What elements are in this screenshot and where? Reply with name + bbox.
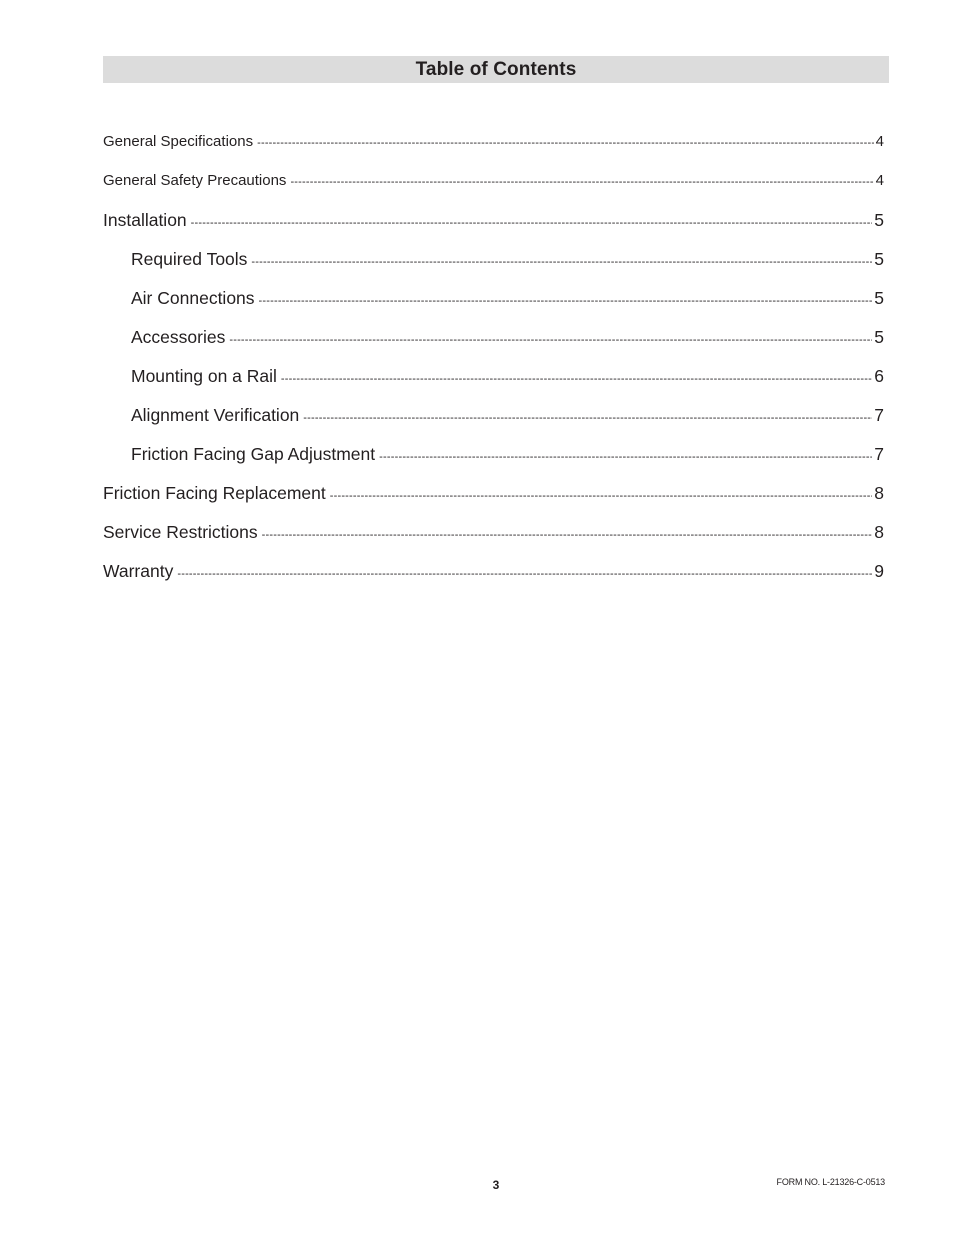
dot-leader	[251, 246, 872, 278]
page-number: 3	[492, 1178, 500, 1192]
toc-entry-label: Accessories	[131, 327, 226, 347]
page-title: Table of Contents	[415, 58, 577, 80]
dot-leader	[262, 519, 873, 551]
dot-leader	[177, 558, 872, 590]
toc-entry-page: 5	[874, 288, 884, 308]
toc-entry-warranty[interactable]	[103, 555, 884, 594]
dot-leader	[257, 127, 874, 159]
toc-entry-label: General Safety Precautions	[103, 172, 287, 189]
toc-entry-friction-facing-gap-adjustment[interactable]	[103, 438, 884, 477]
toc-entry-label: General Specifications	[103, 133, 254, 150]
toc-entry-accessories[interactable]	[103, 321, 884, 360]
toc-entry-page: 8	[874, 522, 884, 542]
toc-entry-page: 5	[874, 327, 884, 347]
dot-leader	[303, 402, 872, 434]
toc-entry-page: 8	[874, 483, 884, 503]
toc-entry-page: 4	[875, 133, 884, 150]
toc-entry-alignment-verification[interactable]	[103, 399, 884, 438]
toc-entry-label: Air Connections	[131, 288, 255, 308]
toc-entry-label: Warranty	[103, 561, 174, 581]
title-bar	[103, 56, 889, 83]
toc-entry-mounting-on-a-rail[interactable]	[103, 360, 884, 399]
toc-entry-page: 9	[874, 561, 884, 581]
dot-leader	[330, 480, 873, 512]
toc-entry-air-connections[interactable]	[103, 282, 884, 321]
dot-leader	[281, 363, 872, 395]
toc-entry-label: Alignment Verification	[131, 405, 300, 425]
toc-entry-page: 5	[874, 249, 884, 269]
toc-entry-page: 6	[874, 366, 884, 386]
toc-entry-label: Friction Facing Replacement	[103, 483, 326, 503]
dot-leader	[191, 207, 873, 239]
toc-entry-label: Service Restrictions	[103, 522, 258, 542]
toc-entry-general-specifications[interactable]	[103, 126, 884, 165]
form-number: FORM NO. L-21326-C-0513	[776, 1177, 885, 1187]
toc-entry-friction-facing-replacement[interactable]	[103, 477, 884, 516]
table-of-contents	[103, 126, 884, 594]
toc-entry-page: 5	[874, 210, 884, 230]
dot-leader	[379, 441, 872, 473]
toc-entry-required-tools[interactable]	[103, 243, 884, 282]
toc-entry-installation[interactable]	[103, 204, 884, 243]
toc-entry-label: Installation	[103, 210, 187, 230]
dot-leader	[229, 324, 872, 356]
dot-leader	[259, 285, 873, 317]
toc-entry-general-safety-precautions[interactable]	[103, 165, 884, 204]
toc-entry-page: 4	[875, 172, 884, 189]
toc-entry-page: 7	[874, 444, 884, 464]
dot-leader	[290, 166, 873, 198]
toc-entry-label: Required Tools	[131, 249, 248, 269]
toc-entry-label: Mounting on a Rail	[131, 366, 277, 386]
toc-entry-label: Friction Facing Gap Adjustment	[131, 444, 376, 464]
toc-entry-service-restrictions[interactable]	[103, 516, 884, 555]
toc-entry-page: 7	[874, 405, 884, 425]
